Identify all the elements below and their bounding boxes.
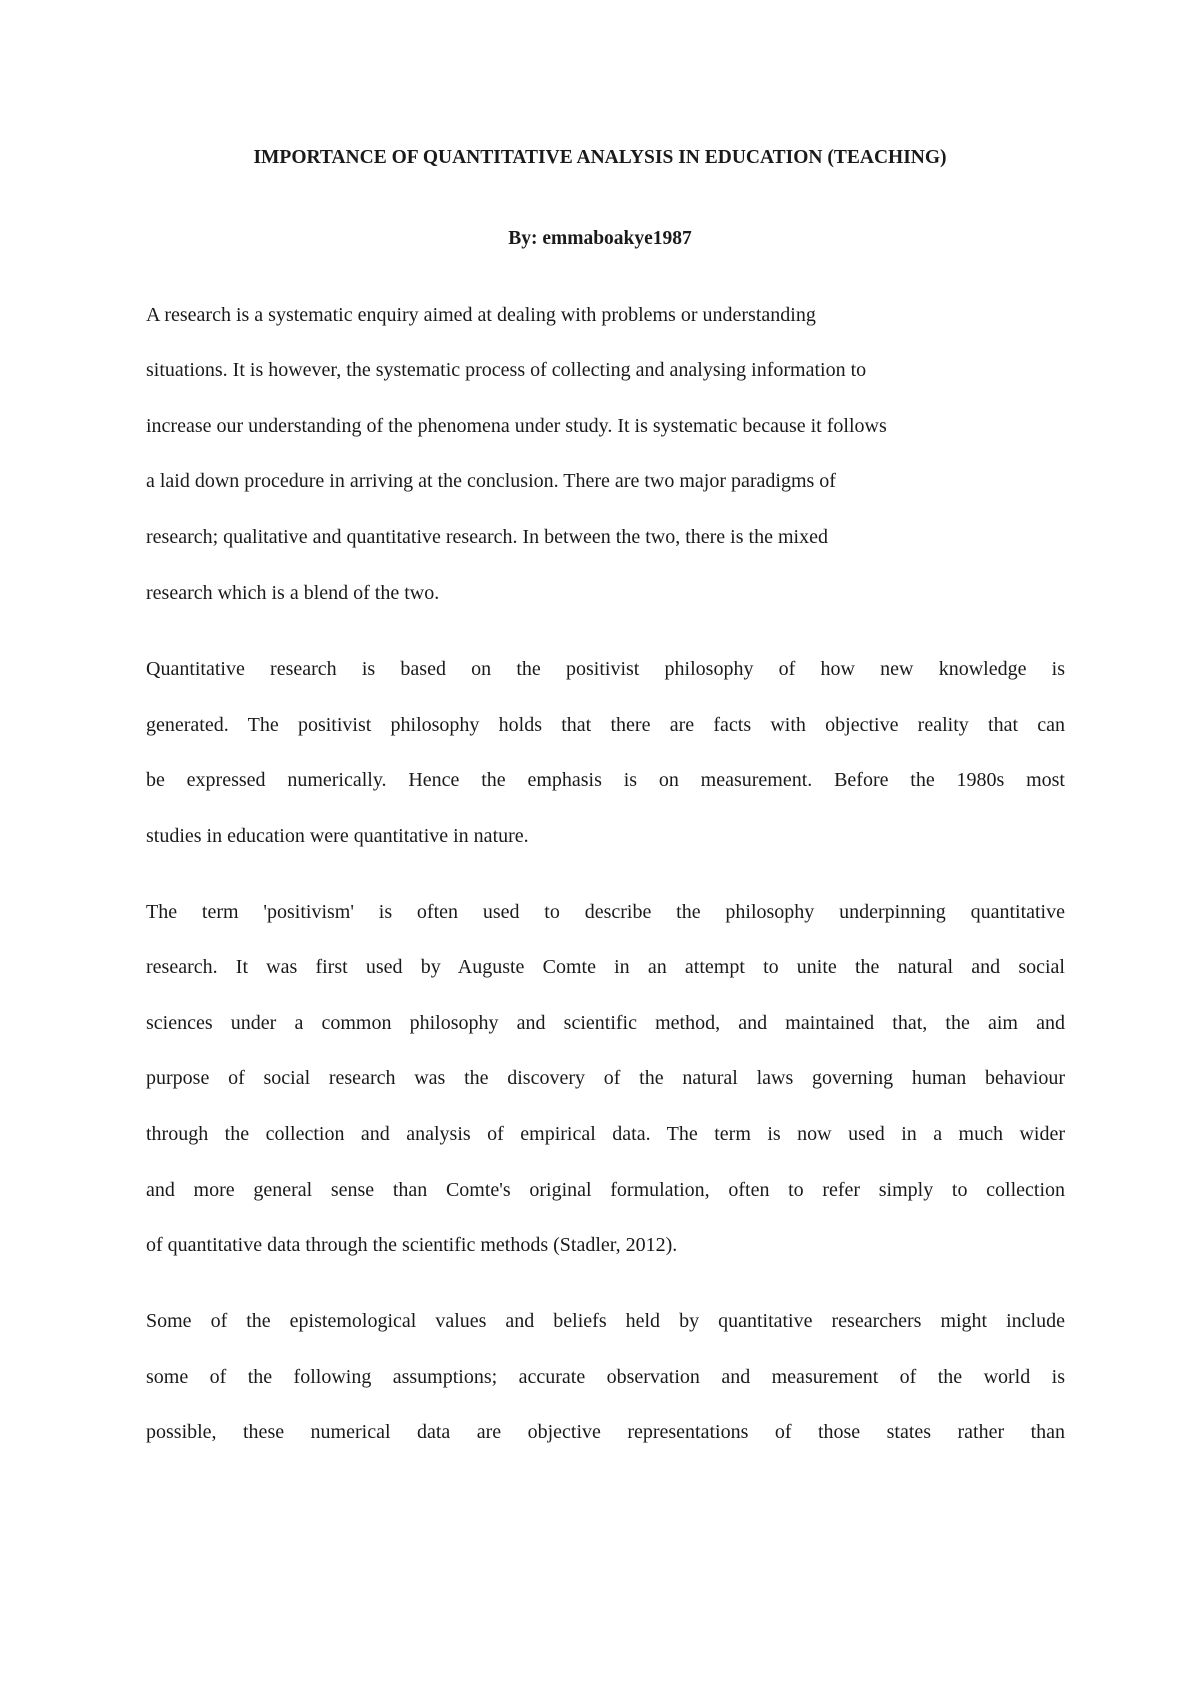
paragraph-line: Quantitative research is based on the positivist philosophy of how new knowledge is	[146, 658, 1065, 680]
paragraph-line: studies in education were quantitative in nature.	[146, 825, 529, 847]
paragraph-line: possible, these numerical data are objective representations of those states rather than	[146, 1421, 1065, 1443]
paragraph-line: of quantitative data through the scientific methods (Stadler, 2012).	[146, 1234, 678, 1256]
paragraph-line: be expressed numerically. Hence the emphasis is on measurement. Before the 1980s most	[146, 769, 1065, 791]
paragraph-line: purpose of social research was the discovery of the natural laws governing human behaviour	[146, 1067, 1065, 1089]
paragraph-line: through the collection and analysis of empirical data. The term is now used in a much wider	[146, 1123, 1065, 1145]
paragraph-line: Some of the epistemological values and beliefs held by quantitative researchers might include	[146, 1310, 1065, 1332]
paragraph-line: generated. The positivist philosophy holds that there are facts with objective reality that can	[146, 714, 1065, 736]
paragraph-line: The term 'positivism' is often used to describe the philosophy underpinning quantitative	[146, 901, 1065, 923]
paragraph-line: research. It was first used by Auguste Comte in an attempt to unite the natural and social	[146, 956, 1065, 978]
document-byline: By: emmaboakye1987	[508, 228, 692, 249]
paragraph-line: A research is a systematic enquiry aimed at dealing with problems or understanding	[146, 304, 816, 326]
paragraph-line: situations. It is however, the systematic process of collecting and analysing information to	[146, 359, 867, 381]
paragraph-line: a laid down procedure in arriving at the conclusion. There are two major paradigms of	[146, 470, 836, 492]
paragraph-line: research; qualitative and quantitative research. In between the two, there is the mixed	[146, 526, 828, 548]
paragraph-line: research which is a blend of the two.	[146, 582, 440, 604]
paragraph-line: sciences under a common philosophy and scientific method, and maintained that, the aim and	[146, 1012, 1065, 1034]
document-title: IMPORTANCE OF QUANTITATIVE ANALYSIS IN EDUCATION (TEACHING)	[253, 147, 947, 168]
paragraph-line: increase our understanding of the phenomena under study. It is systematic because it follows	[146, 415, 887, 437]
paragraph-line: and more general sense than Comte's original formulation, often to refer simply to collection	[146, 1179, 1065, 1201]
paragraph-line: some of the following assumptions; accurate observation and measurement of the world is	[146, 1366, 1065, 1388]
